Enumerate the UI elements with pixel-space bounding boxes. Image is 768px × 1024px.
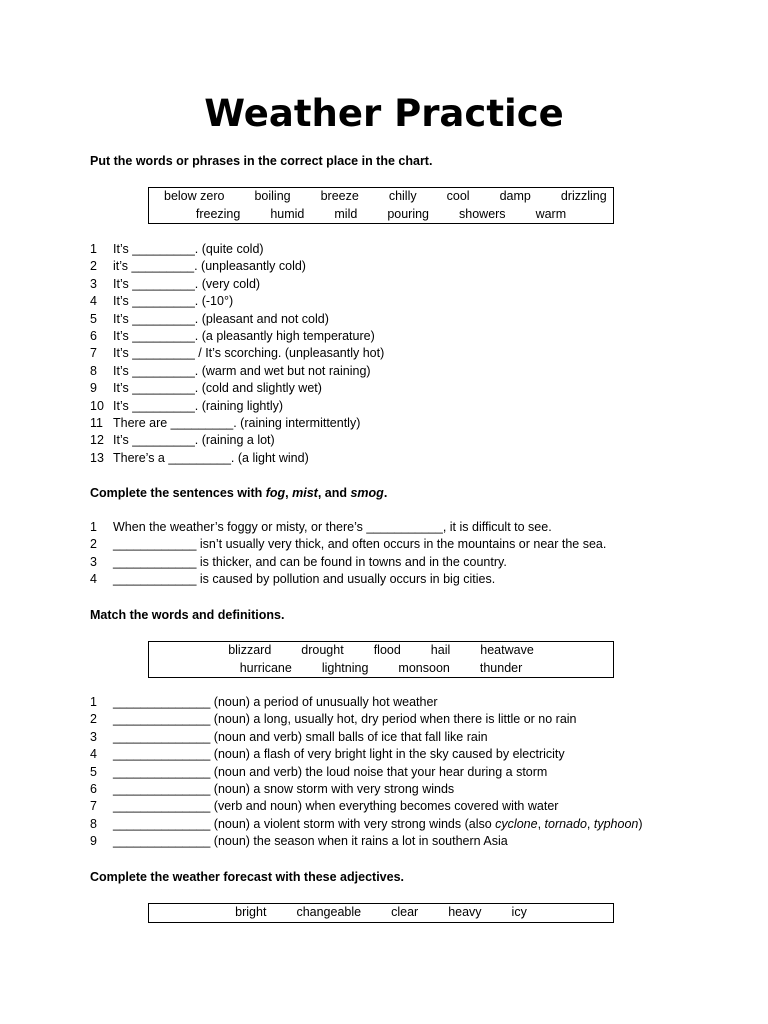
item-number: 10 [90, 398, 104, 413]
item-text: ______________ (noun) the season when it rains a lot in southern Asia [113, 834, 508, 849]
item-number: 3 [90, 554, 97, 569]
word: breeze [320, 189, 359, 203]
item-text: ______________ (noun and verb) the loud noise that your hear during a storm [113, 764, 548, 779]
item-text: It’s _________ / It’s scorching. (unpleasantly hot) [113, 346, 385, 361]
term-cyclone: cyclone [495, 816, 538, 831]
keyword-fog: fog [265, 486, 286, 500]
word: mild [334, 206, 358, 221]
word: heavy [448, 905, 482, 919]
word: icy [511, 905, 527, 919]
item-number: 1 [90, 520, 97, 534]
keyword-smog: smog [350, 486, 384, 500]
item-text: ____________ isn’t usually very thick, and often occurs in the mountains or near the sea. [113, 537, 607, 552]
term-tornado: tornado [544, 816, 587, 831]
word: boiling [254, 189, 291, 203]
item-text: It’s _________. (pleasant and not cold) [113, 311, 329, 326]
word: hail [430, 643, 451, 657]
word: changeable [296, 905, 362, 919]
section4-word-box [148, 903, 614, 923]
item-number: 8 [90, 363, 97, 378]
item-text: ______________ (verb and noun) when everything becomes covered with water [113, 799, 559, 814]
word: thunder [479, 660, 523, 675]
word: monsoon [398, 660, 450, 675]
item-text: ______________ (noun) a snow storm with very strong winds [113, 781, 455, 796]
item-text: ______________ (noun) a period of unusually hot weather [113, 695, 438, 709]
word: bright [235, 905, 267, 919]
word: blizzard [228, 643, 272, 657]
word: hurricane [239, 660, 292, 675]
item-text: ____________ is thicker, and can be found in towns and in the country. [113, 554, 507, 569]
item-number: 2 [90, 259, 97, 274]
word-box-row [149, 206, 613, 224]
word: heatwave [480, 643, 534, 657]
word-box-row [149, 188, 613, 206]
definition-text: ) [638, 816, 643, 831]
instruction-text: . [383, 486, 388, 500]
item-text: There are _________. (raining intermittently) [113, 415, 361, 430]
item-number: 2 [90, 537, 97, 552]
item-text: ______________ (noun) a long, usually hot, dry period when there is little or no rain [113, 712, 577, 727]
instruction-text: , [285, 486, 293, 500]
item-number: 3 [90, 729, 97, 744]
section2-instruction [90, 484, 387, 502]
item-text [113, 816, 643, 833]
item-number: 13 [90, 450, 104, 465]
word: showers [459, 206, 506, 221]
item-text: It’s _________. (cold and slightly wet) [113, 381, 322, 396]
term-typhoon: typhoon [593, 816, 639, 831]
item-number: 11 [90, 415, 103, 430]
word: damp [499, 189, 531, 203]
item-number: 7 [90, 346, 97, 361]
word: lightning [321, 660, 369, 675]
word: chilly [388, 189, 417, 203]
word: drizzling [560, 189, 607, 203]
instruction-text: , and [317, 486, 351, 500]
item-number: 5 [90, 764, 97, 779]
item-text: ____________ is caused by pollution and usually occurs in big cities. [113, 572, 496, 587]
item-text: It’s _________. (a pleasantly high temperature) [113, 328, 375, 343]
item-number: 9 [90, 834, 97, 849]
word-box-row [149, 642, 613, 660]
item-text: It’s _________. (warm and wet but not raining) [113, 363, 371, 378]
item-number: 7 [90, 799, 97, 814]
section3-word-box [148, 641, 614, 678]
item-text: When the weather’s foggy or misty, or there’s ___________, it is difficult to see. [113, 520, 552, 534]
definition-text: ______________ (noun) a violent storm with very strong winds (also [113, 816, 496, 831]
item-number: 4 [90, 294, 97, 309]
item-text: There’s a _________. (a light wind) [113, 450, 309, 465]
item-text: it’s _________. (unpleasantly cold) [113, 259, 306, 274]
item-number: 2 [90, 712, 97, 727]
item-number: 4 [90, 572, 97, 587]
separator: , [586, 816, 594, 831]
item-number: 9 [90, 381, 97, 396]
item-number: 4 [90, 747, 97, 762]
item-text: It’s _________. (raining a lot) [113, 433, 275, 448]
item-text: ______________ (noun and verb) small balls of ice that fall like rain [113, 729, 488, 744]
instruction-text: Complete the sentences with [90, 486, 266, 500]
separator: , [537, 816, 545, 831]
item-number: 6 [90, 328, 97, 343]
word: drought [301, 643, 344, 657]
word-box-row [149, 660, 613, 678]
item-text: It’s _________. (-10°) [113, 294, 234, 309]
word-box-row [149, 904, 613, 922]
page-title: Weather Practice [204, 92, 564, 135]
section4-instruction: Complete the weather forecast with these adjectives. [90, 870, 404, 884]
item-number: 3 [90, 276, 97, 291]
word: flood [373, 643, 401, 657]
keyword-mist: mist [292, 486, 318, 500]
word: humid [270, 206, 305, 221]
item-number: 8 [90, 816, 97, 831]
item-text: ______________ (noun) a flash of very bright light in the sky caused by electricity [113, 747, 565, 762]
item-number: 6 [90, 781, 97, 796]
item-text: It’s _________. (very cold) [113, 276, 261, 291]
section3-instruction: Match the words and definitions. [90, 608, 285, 622]
word: pouring [387, 206, 430, 221]
section1-instruction: Put the words or phrases in the correct place in the chart. [90, 154, 433, 168]
item-number: 1 [90, 695, 97, 709]
word: below zero [164, 189, 225, 203]
word: cool [446, 189, 470, 203]
item-number: 5 [90, 311, 97, 326]
word: warm [535, 206, 567, 221]
word: freezing [195, 206, 241, 221]
word: clear [391, 905, 419, 919]
section1-word-box [148, 187, 614, 224]
item-number: 1 [90, 242, 97, 256]
item-text: It’s _________. (quite cold) [113, 242, 264, 256]
item-number: 12 [90, 433, 104, 448]
item-text: It’s _________. (raining lightly) [113, 398, 284, 413]
